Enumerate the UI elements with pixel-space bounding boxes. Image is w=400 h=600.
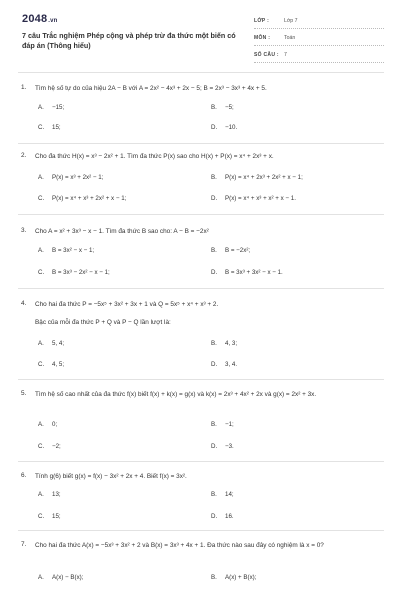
divider — [18, 214, 384, 215]
option-b[interactable] — [211, 421, 234, 428]
option-key: A. — [38, 247, 44, 254]
option-text: −15; — [52, 104, 65, 111]
option-b[interactable] — [211, 174, 303, 181]
option-key: C. — [38, 269, 45, 276]
question-number: 6. — [21, 472, 27, 479]
option-text: 5, 4; — [52, 340, 65, 347]
option-a[interactable] — [38, 491, 61, 498]
option-text: −1; — [225, 421, 234, 428]
meta-label: LỚP : — [254, 18, 270, 24]
option-text: B = −2x²; — [225, 247, 251, 254]
brand-name: 2048 — [22, 13, 48, 25]
option-key: B. — [211, 421, 217, 428]
option-key: C. — [38, 361, 45, 368]
option-text: 0; — [52, 421, 58, 428]
meta-value: Toán — [284, 35, 296, 41]
option-key: C. — [38, 124, 45, 131]
option-text: 4, 5; — [52, 361, 65, 368]
option-text: −5; — [225, 104, 234, 111]
meta-row-class — [254, 14, 384, 29]
option-d[interactable] — [211, 269, 283, 276]
option-key: B. — [211, 104, 217, 111]
option-c[interactable] — [38, 443, 61, 450]
question-subtext: Bậc của mỗi đa thức P + Q và P − Q lần lượt là: — [35, 319, 171, 326]
option-key: D. — [211, 443, 218, 450]
option-key: A. — [38, 340, 44, 347]
option-text: 15; — [52, 513, 61, 520]
meta-label: SỐ CÂU : — [254, 52, 279, 58]
option-text: −2; — [52, 443, 61, 450]
option-key: C. — [38, 195, 45, 202]
option-key: B. — [211, 574, 217, 581]
brand-suffix: .vn — [48, 18, 58, 24]
option-key: B. — [211, 247, 217, 254]
meta-row-count — [254, 48, 384, 63]
option-key: D. — [211, 195, 218, 202]
option-text: P(x) = x⁴ + x³ + x² + x − 1. — [225, 195, 296, 202]
question-text: Tìm hệ số cao nhất của đa thức f(x) biết f(x) + k(x) = g(x) và k(x) = 2x³ + 4x² + 2x và g(x) = 2x² + 3x. — [35, 391, 317, 398]
option-text: 3, 4. — [225, 361, 238, 368]
option-b[interactable] — [211, 574, 256, 581]
option-text: −10. — [225, 124, 238, 131]
option-key: A. — [38, 491, 44, 498]
question-text: Cho A = x² + 3x³ − x − 1. Tìm đa thức B sao cho: A − B = −2x² — [35, 228, 209, 235]
option-c[interactable] — [38, 124, 61, 131]
meta-row-subject — [254, 31, 384, 46]
option-d[interactable] — [211, 124, 237, 131]
question-text: Cho hai đa thức P = −5x⁵ + 3x² + 3x + 1 và Q = 5x⁵ + x⁴ + x³ + 2. — [35, 301, 219, 308]
option-text: A(x) − B(x); — [52, 574, 84, 581]
option-key: C. — [38, 513, 45, 520]
option-a[interactable] — [38, 247, 94, 254]
question-number: 2. — [21, 152, 27, 159]
option-a[interactable] — [38, 340, 64, 347]
option-text: B = 3x² − x − 1; — [52, 247, 95, 254]
divider — [18, 143, 384, 144]
meta-value: 7 — [284, 52, 287, 58]
option-text: 13; — [52, 491, 61, 498]
option-text: P(x) = x³ + 2x² − 1; — [52, 174, 104, 181]
option-key: A. — [38, 574, 44, 581]
divider — [18, 379, 384, 380]
option-c[interactable] — [38, 269, 110, 276]
option-d[interactable] — [211, 513, 234, 520]
option-key: C. — [38, 443, 45, 450]
option-text: A(x) + B(x); — [225, 574, 257, 581]
brand-logo[interactable] — [22, 13, 58, 25]
option-text: B = 3x³ − 2x² − x − 1; — [52, 269, 110, 276]
option-b[interactable] — [211, 247, 250, 254]
option-key: B. — [211, 491, 217, 498]
option-key: D. — [211, 124, 218, 131]
question-number: 5. — [21, 390, 27, 397]
option-key: A. — [38, 174, 44, 181]
option-d[interactable] — [211, 195, 296, 202]
divider — [18, 288, 384, 289]
option-a[interactable] — [38, 174, 103, 181]
question-text: Cho hai đa thức A(x) = −5x³ + 3x² + 2 và B(x) = 3x³ + 4x + 1. Đa thức nào sau đây có nghiệm là x = 0? — [35, 542, 324, 549]
option-b[interactable] — [211, 340, 237, 347]
divider — [18, 530, 384, 531]
question-number: 7. — [21, 541, 27, 548]
option-key: D. — [211, 269, 218, 276]
option-text: 14; — [225, 491, 234, 498]
option-text: 16. — [225, 513, 234, 520]
option-b[interactable] — [211, 491, 234, 498]
header — [0, 0, 400, 70]
meta-value: Lớp 7 — [284, 18, 298, 24]
option-text: B = 3x³ + 3x² − x − 1. — [225, 269, 283, 276]
option-d[interactable] — [211, 443, 234, 450]
question-text: Tính g(6) biết g(x) = f(x) − 3x² + 2x + 4. Biết f(x) = 3x². — [35, 473, 187, 480]
option-c[interactable] — [38, 361, 64, 368]
option-key: B. — [211, 340, 217, 347]
divider — [18, 72, 384, 73]
question-number: 1. — [21, 84, 27, 91]
document-title: 7 câu Trắc nghiệm Phép cộng và phép trừ đa thức một biến có đáp án (Thông hiểu) — [22, 31, 236, 50]
option-c[interactable] — [38, 513, 61, 520]
option-key: D. — [211, 513, 218, 520]
option-text: P(x) = x⁴ + x³ + 2x² + x − 1; — [52, 195, 127, 202]
option-key: A. — [38, 421, 44, 428]
option-a[interactable] — [38, 574, 83, 581]
meta-box — [254, 14, 384, 65]
option-text: P(x) = x⁴ + 2x³ + 2x² + x − 1; — [225, 174, 303, 181]
question-text: Cho đa thức H(x) = x³ − 2x² + 1. Tìm đa thức P(x) sao cho H(x) + P(x) = x⁴ + 2x³ + x. — [35, 153, 274, 160]
option-b[interactable] — [211, 104, 234, 111]
divider — [18, 461, 384, 462]
option-a[interactable] — [38, 104, 64, 111]
option-key: B. — [211, 174, 217, 181]
meta-label: MÔN : — [254, 35, 271, 41]
option-key: D. — [211, 361, 218, 368]
option-text: 4, 3; — [225, 340, 238, 347]
option-key: A. — [38, 104, 44, 111]
question-number: 4. — [21, 300, 27, 307]
option-d[interactable] — [211, 361, 237, 368]
option-c[interactable] — [38, 195, 126, 202]
question-text: Tìm hệ số tự do của hiệu 2A − B với A = 2x² − 4x³ + 2x − 5; B = 2x³ − 3x³ + 4x + 5. — [35, 85, 267, 92]
option-text: 15; — [52, 124, 61, 131]
option-text: −3. — [225, 443, 234, 450]
question-number: 3. — [21, 227, 27, 234]
option-a[interactable] — [38, 421, 57, 428]
